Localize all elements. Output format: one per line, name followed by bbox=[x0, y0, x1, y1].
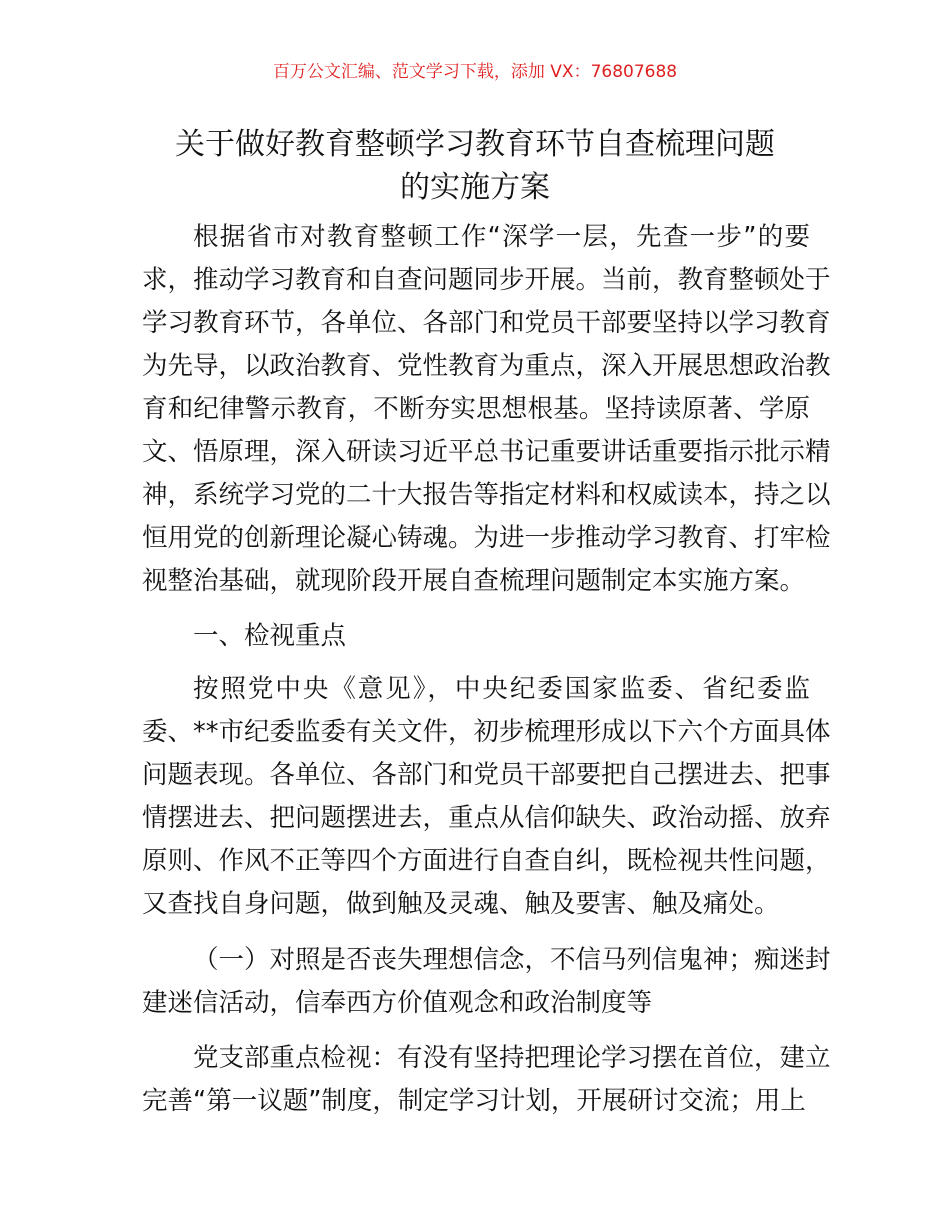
paragraph-line: 委、**市纪委监委有关文件，初步梳理形成以下六个方面具体 bbox=[142, 717, 831, 747]
paragraph-line: 又查找自身问题，做到触及灵魂、触及要害、触及痛处。 bbox=[142, 889, 780, 919]
paragraph-line: 求，推动学习教育和自查问题同步开展。当前，教育整顿处于 bbox=[142, 265, 831, 295]
paragraph-line: 按照党中央《意见》，中央纪委国家监委、省纪委监 bbox=[193, 674, 810, 704]
document-title-line-1: 关于做好教育整顿学习教育环节自查梳理问题 bbox=[175, 127, 775, 162]
paragraph-line: 育和纪律警示教育，不断夯实思想根基。坚持读原著、学原 bbox=[142, 394, 810, 424]
paragraph-line: 情摆进去、把问题摆进去，重点从信仰缺失、政治动摇、放弃 bbox=[142, 803, 831, 833]
paragraph-line: 建迷信活动，信奉西方价值观念和政治制度等 bbox=[142, 988, 653, 1018]
document-title-line-2: 的实施方案 bbox=[400, 170, 550, 205]
paragraph-line: 文、悟原理，深入研读习近平总书记重要讲话重要指示批示精 bbox=[142, 437, 831, 467]
section-heading-text: 一、检视重点 bbox=[193, 621, 347, 651]
paragraph-line: 学习教育环节，各单位、各部门和党员干部要坚持以学习教育 bbox=[142, 308, 831, 338]
paragraph-line: 原则、作风不正等四个方面进行自查自纠，既检视共性问题， bbox=[142, 846, 831, 876]
paragraph-line: （一）对照是否丧失理想信念，不信马列信鬼神；痴迷封 bbox=[193, 945, 831, 975]
paragraph-line: 问题表现。各单位、各部门和党员干部要把自己摆进去、把事 bbox=[142, 760, 831, 790]
paragraph-line: 完善“第一议题”制度，制定学习计划，开展研讨交流；用上 bbox=[142, 1086, 806, 1116]
paragraph-line: 视整治基础，就现阶段开展自查梳理问题制定本实施方案。 bbox=[142, 566, 806, 596]
paragraph-line: 为先导，以政治教育、党性教育为重点，深入开展思想政治教 bbox=[142, 351, 831, 381]
paragraph-line: 根据省市对教育整顿工作“深学一层，先查一步”的要 bbox=[193, 222, 810, 252]
paragraph-line: 神，系统学习党的二十大报告等指定材料和权威读本，持之以 bbox=[142, 480, 831, 510]
download-banner: 百万公文汇编、范文学习下载，添加 VX：76807688 bbox=[272, 62, 678, 82]
paragraph-line: 恒用党的创新理论凝心铸魂。为进一步推动学习教育、打牢检 bbox=[142, 523, 831, 553]
paragraph-line: 党支部重点检视：有没有坚持把理论学习摆在首位，建立 bbox=[193, 1043, 831, 1073]
